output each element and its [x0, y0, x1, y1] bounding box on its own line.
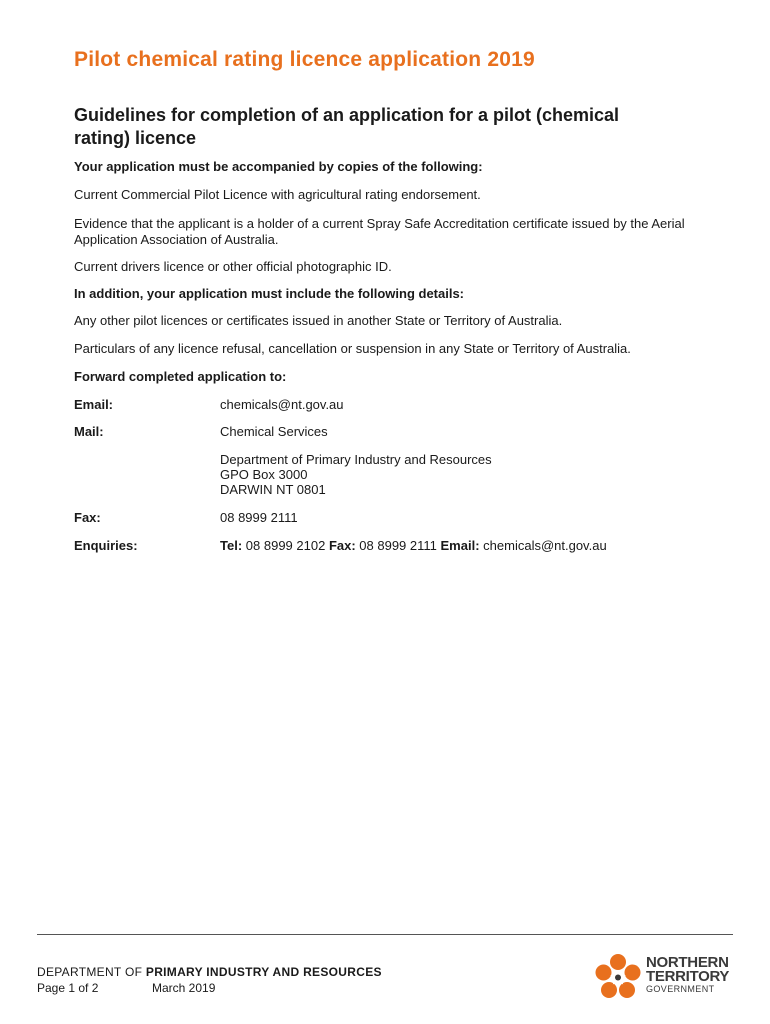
enquiries-contacts: [220, 538, 607, 553]
mail-line: GPO Box 3000: [220, 467, 308, 482]
enq-email-value[interactable]: chemicals@nt.gov.au: [483, 538, 607, 553]
page-subtitle: Guidelines for completion of an application for a pilot (chemical rating) licence: [74, 105, 620, 148]
enq-tel-label: Tel:: [220, 538, 243, 553]
footer-date: March 2019: [152, 981, 216, 995]
fax-label: Fax:: [74, 510, 101, 525]
details-heading: In addition, your application must include the following details:: [74, 286, 465, 301]
mail-line: Department of Primary Industry and Resources: [220, 452, 492, 467]
mail-label: Mail:: [74, 424, 104, 439]
fax-value: 08 8999 2111: [220, 510, 298, 525]
email-value[interactable]: chemicals@nt.gov.au: [220, 397, 344, 412]
footer-dept-name: PRIMARY INDUSTRY AND RESOURCES: [145, 965, 382, 979]
mail-address: [220, 452, 492, 497]
detail-item: Any other pilot licences or certificates issued in another State or Territory of Australia.: [74, 313, 563, 328]
logo-line: TERRITORY: [646, 968, 730, 985]
footer-department: [37, 965, 382, 979]
enq-fax-label: Fax:: [328, 538, 356, 553]
footer-dept-prefix: DEPARTMENT OF: [37, 965, 143, 979]
enq-tel-value: 08 8999 2102: [245, 538, 326, 553]
detail-item: Particulars of any licence refusal, cancellation or suspension in any State or Territory of Australia.: [74, 341, 631, 356]
footer-divider: [37, 934, 733, 935]
requirement-item: Current drivers licence or other official photographic ID.: [74, 259, 392, 274]
desert-rose-icon: [594, 953, 642, 1001]
requirements-heading: Your application must be accompanied by copies of the following:: [74, 159, 483, 174]
page-number: Page 1 of 2: [37, 981, 99, 995]
nt-government-logo: [594, 953, 740, 1001]
enquiries-label: Enquiries:: [74, 538, 138, 553]
enq-fax-value: 08 8999 2111: [359, 538, 437, 553]
requirement-item: Current Commercial Pilot Licence with agricultural rating endorsement.: [74, 187, 481, 202]
mail-line: Chemical Services: [220, 424, 328, 439]
logo-line: NORTHERN: [646, 954, 729, 971]
mail-line: DARWIN NT 0801: [220, 482, 326, 497]
logo-wordmark: [646, 956, 729, 995]
logo-line: GOVERNMENT: [646, 984, 715, 994]
requirement-item: Evidence that the applicant is a holder of a current Spray Safe Accreditation certificate issued by the Aerial Application Association of Australia.: [74, 216, 685, 247]
forward-heading: Forward completed application to:: [74, 369, 287, 384]
enq-email-label: Email:: [440, 538, 480, 553]
email-label: Email:: [74, 397, 114, 412]
page-title: Pilot chemical rating licence application 2019: [74, 48, 535, 71]
